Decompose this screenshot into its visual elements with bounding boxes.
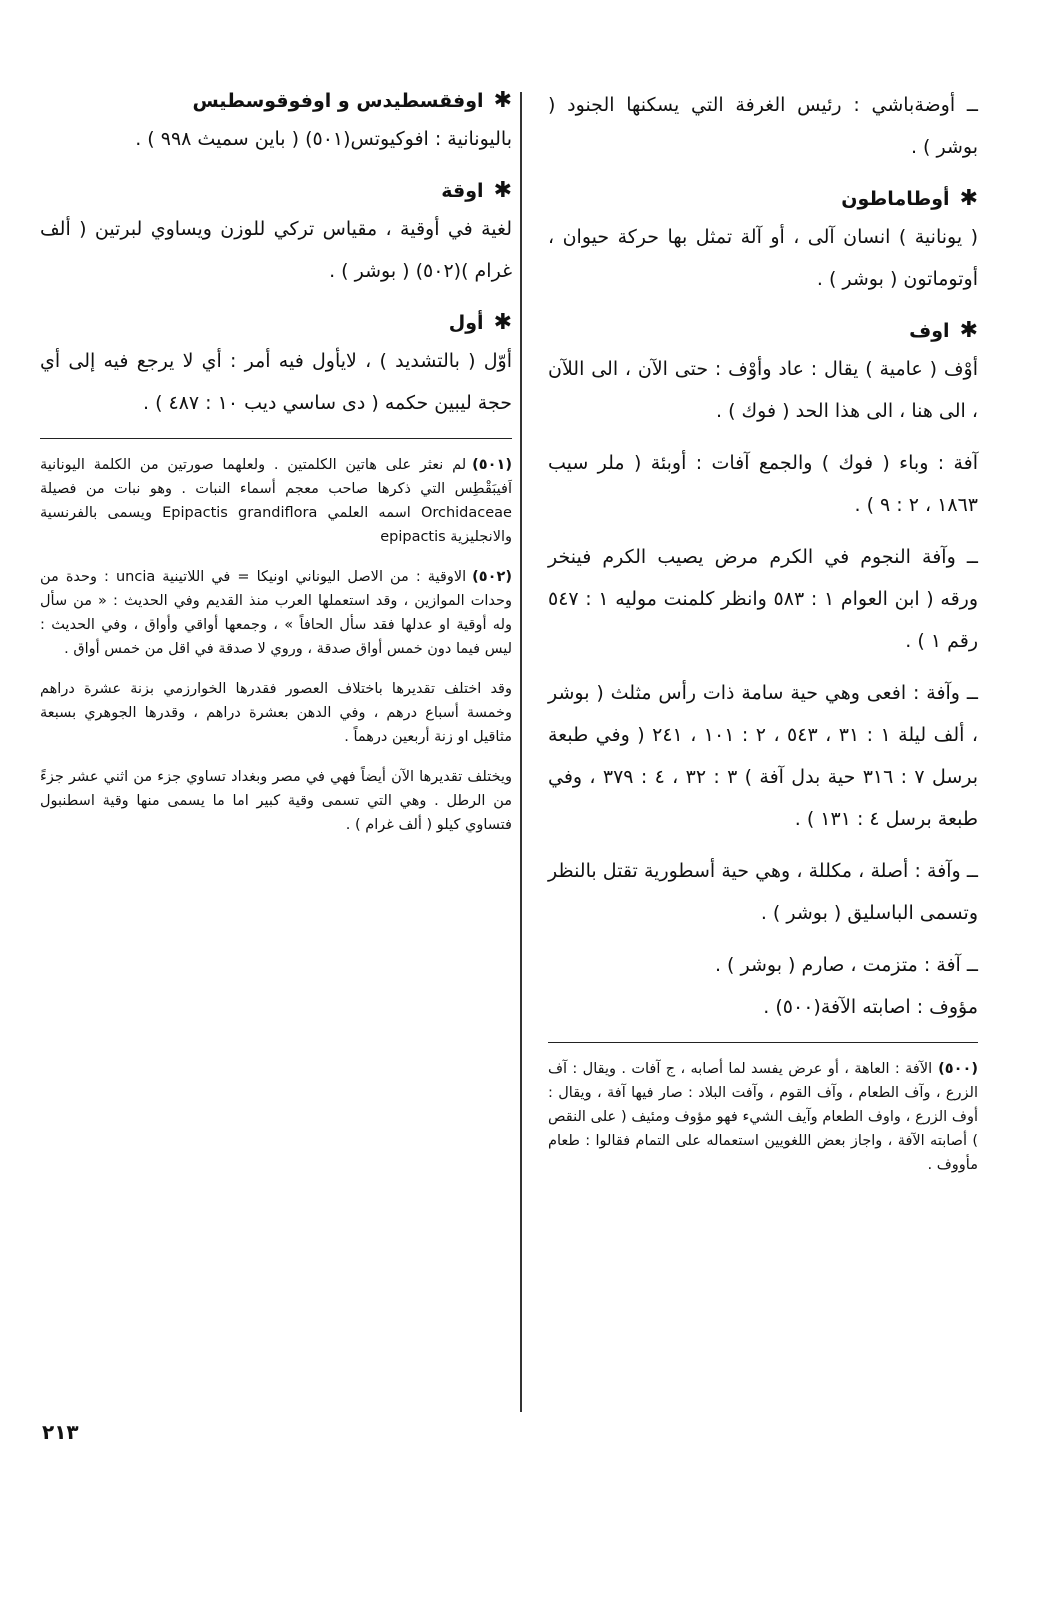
- entry-text: ــ آفة : متزمت ، صارم ( بوشر ) .: [714, 954, 978, 976]
- headword-text: اوقة: [441, 180, 484, 202]
- entry-awf: [548, 314, 978, 1028]
- page-number: ٢١٣: [42, 1420, 79, 1444]
- entry-text: مؤوف : اصابته الآفة(٥٠٠) .: [763, 996, 978, 1018]
- headword-text: أول: [448, 312, 484, 334]
- footnote-number: (٥٠٠): [938, 1061, 978, 1077]
- headword: [40, 306, 512, 340]
- headword-text: اوف: [909, 320, 950, 342]
- footnote-continuation: وقد اختلف تقديرها باختلاف العصور فقدرها الخوارزمي بزنة عشرة دراهم وخمسة أسباع درهم ، وفي الدهن بعشرة دراهم ، وقدرها الجوهري بسبعة مثاقيل او زنة أربعين درهماً .: [40, 681, 512, 745]
- headword: [40, 174, 512, 208]
- footnote: [40, 565, 512, 661]
- asterisk-icon: ✱: [493, 88, 512, 113]
- footnote-number: (٥٠٢): [472, 569, 512, 585]
- entry-awwal: [40, 306, 512, 424]
- entry-odabashi: [548, 84, 978, 168]
- headword-text: أوطاماطون: [841, 188, 950, 210]
- headword-text: اوفقسطيدس و اوفوقوسطيس: [192, 90, 484, 112]
- asterisk-icon: ✱: [493, 310, 512, 335]
- footnote: [548, 1057, 978, 1177]
- footnote-text: الاوقية : من الاصل اليوناني اونيكا = في اللاتينية uncia : وحدة من وحدات الموازين ، وقد استعملها العرب منذ القديم وفي الحديث : « من سأل وله أوقية او عدلها فقد سأل الحافاً » ، وجمعها أواقي وأواق ، وفي الحديث : ليس فيما دون خمس أواق صدقة ، وروي لا صدقة في اقل من خمس أواق .: [40, 569, 512, 657]
- entry-text: ــ أوضةباشي : رئيس الغرفة التي يسكنها الجنود ( بوشر ) .: [548, 94, 978, 158]
- footnote: [40, 453, 512, 549]
- entry-euphorbium: [40, 84, 512, 160]
- headword: [40, 84, 512, 118]
- entry-text: أوّل ( بالتشديد ) ، لايأول فيه أمر : أي لا يرجع فيه إلى أي حجة ليبين حكمه ( دى ساسي ديب ١٠ : ٤٨٧ ) .: [40, 350, 512, 414]
- entry-text: باليونانية : افوكيوتس(٥٠١) ( باين سميث ٩٩٨ ) .: [135, 128, 512, 150]
- entry-text: لغية في أوقية ، مقياس تركي للوزن ويساوي لبرتين ( ألف غرام )(٥٠٢) ( بوشر ) .: [40, 218, 512, 282]
- column-divider: [520, 92, 522, 1412]
- entry-text: أوْف ( عامية ) يقال : عاد وأوْف : حتى الآن ، الى اللآن ، الى هنا ، الى هذا الحد ( فوك ) .: [548, 358, 978, 422]
- entry-oqqa: [40, 174, 512, 292]
- headword: [548, 314, 978, 348]
- entry-automaton: [548, 182, 978, 300]
- footnote-text: لم نعثر على هاتين الكلمتين . ولعلهما صورتين من الكلمة اليونانية اَفيبَقْطِس التي ذكرها صاحب معجم أسماء النبات . وهو نبات من فصيلة Orchidaceae اسمه العلمي Epipactis grandiflora ويسمى بالفرنسية والانجليزية epipactis: [40, 457, 512, 545]
- entry-text: ــ وآفة النجوم في الكرم مرض يصيب الكرم فينخر ورقه ( ابن العوام ١ : ٥٨٣ وانظر كلمنت موليه ١ : ٥٤٧ رقم ١ ) .: [548, 546, 979, 652]
- asterisk-icon: ✱: [959, 318, 978, 343]
- footnote-divider: [40, 438, 512, 439]
- footnote-text: الآفة : العاهة ، أو عرض يفسد لما أصابه ، ج آفات . ويقال : آف الزرع ، وآف الطعام ، وآف القوم ، وآفت البلاد : صار فيها آفة ، ويقال : أوف الزرع ، واوف الطعام وآيف الشيء فهو مؤوف ومئيف ( على النقص ) أصابته الآفة ، واجاز بعض اللغويين استعماله على التمام فقالوا : طعام مأووف .: [548, 1061, 978, 1173]
- entry-text: ( يونانية ) انسان آلى ، أو آلة تمثل بها حركة حيوان ، أوتوماتون ( بوشر ) .: [548, 226, 978, 290]
- headword: [548, 182, 978, 216]
- footnote-divider: [548, 1042, 978, 1043]
- footnote-number: (٥٠١): [472, 457, 512, 473]
- footnote-continuation: ويختلف تقديرها الآن أيضاً فهي في مصر وبغداد تساوي جزء من اثني عشر جزءً من الرطل . وهي التي تسمى وقية كبير اما ما يسمى منها وقية اسطنبول فتساوي كيلو ( ألف غرام ) .: [40, 769, 512, 833]
- left-column: [40, 84, 512, 853]
- entry-text: آفة : وباء ( فوك ) والجمع آفات : أوبئة ( ملر سيب ١٨٦٣ ، ٢ : ٩ ) .: [548, 452, 978, 516]
- entry-text: ــ وآفة : أصلة ، مكللة ، وهي حية أسطورية تقتل بالنظر وتسمى الباسليق ( بوشر ) .: [548, 860, 978, 924]
- right-column: [548, 84, 978, 1193]
- asterisk-icon: ✱: [959, 186, 978, 211]
- entry-text: ــ وآفة : افعى وهي حية سامة ذات رأس مثلث ( بوشر ، ألف ليلة ١ : ٣١ ، ٥٤٣ ، ٢ : ١٠١ ، ٢٤١ ( وفي طبعة برسل ٧ : ٣١٦ حية بدل آفة ) ٣ : ٣٢ ، ٤ : ٣٧٩ ، وفي طبعة برسل ٤ : ١٣١ ) .: [548, 682, 979, 830]
- asterisk-icon: ✱: [493, 178, 512, 203]
